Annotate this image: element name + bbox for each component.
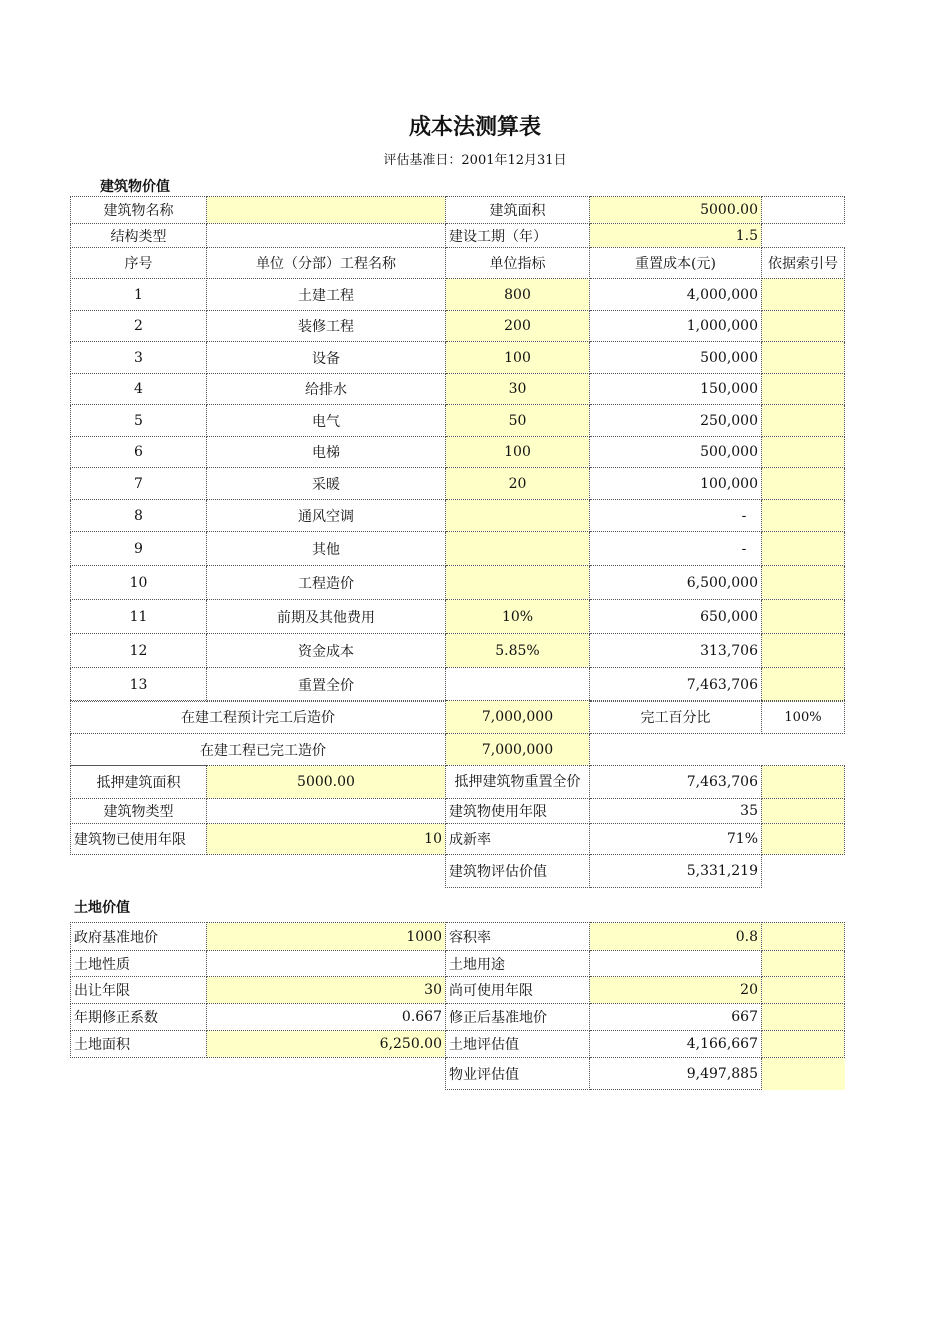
row-name: 采暖 <box>207 468 446 500</box>
table-row <box>71 468 845 500</box>
row-cost: 7,463,706 <box>590 668 762 702</box>
row-cost: 1,000,000 <box>590 311 762 342</box>
building-eval-value: 5,331,219 <box>590 855 762 888</box>
land-eval-label: 土地评估值 <box>446 1031 590 1058</box>
newness-label: 成新率 <box>446 824 590 855</box>
page-title: 成本法测算表 <box>408 115 541 140</box>
base-price-input[interactable]: 1000 <box>207 923 446 951</box>
ref-cell[interactable] <box>762 1058 845 1090</box>
newness-value: 71% <box>590 824 762 855</box>
building-info-table <box>70 196 845 279</box>
row-cost: 650,000 <box>590 600 762 634</box>
ref-cell[interactable] <box>762 923 845 951</box>
table-row <box>71 500 845 532</box>
row-ref[interactable] <box>762 532 845 566</box>
row-index[interactable] <box>446 532 590 566</box>
table-row <box>71 532 845 566</box>
row-cost: 500,000 <box>590 342 762 374</box>
building-name-input[interactable] <box>207 197 446 224</box>
row-no: 8 <box>71 500 207 532</box>
row-index[interactable]: 200 <box>446 311 590 342</box>
building-area-label: 建筑面积 <box>446 197 590 224</box>
construction-table <box>70 700 845 766</box>
remain-years-label: 尚可使用年限 <box>446 977 590 1004</box>
row-ref[interactable] <box>762 500 845 532</box>
structure-label: 结构类型 <box>71 224 207 248</box>
row-index[interactable]: 100 <box>446 437 590 468</box>
row-cost: - <box>590 500 762 532</box>
row-ref[interactable] <box>762 600 845 634</box>
mortgage-cost-label: 抵押建筑物重置全价 <box>446 766 590 799</box>
row-name: 前期及其他费用 <box>207 600 446 634</box>
completed-cost-label <box>71 734 446 766</box>
ref-cell[interactable] <box>762 799 845 824</box>
land-section-title: 土地价值 <box>74 900 130 916</box>
row-name: 重置全价 <box>207 668 446 702</box>
row-name: 其他 <box>207 532 446 566</box>
building-life-label: 建筑物使用年限 <box>446 799 590 824</box>
row-name: 电气 <box>207 405 446 437</box>
row-index <box>446 668 590 702</box>
completion-label: 完工百分比 <box>590 701 762 734</box>
building-type-input[interactable] <box>207 799 446 824</box>
row-cost: 6,500,000 <box>590 566 762 600</box>
land-use-label: 土地用途 <box>446 951 590 977</box>
table-row <box>71 374 845 405</box>
row-ref[interactable] <box>762 342 845 374</box>
row-index[interactable] <box>446 500 590 532</box>
row-no: 6 <box>71 437 207 468</box>
row-name: 通风空调 <box>207 500 446 532</box>
structure-input[interactable] <box>207 224 446 248</box>
empty-cell <box>207 855 446 888</box>
table-row <box>71 668 845 702</box>
ref-cell[interactable] <box>762 977 845 1004</box>
row-index[interactable]: 20 <box>446 468 590 500</box>
row-index[interactable]: 30 <box>446 374 590 405</box>
period-label: 建设工期（年） <box>446 224 590 248</box>
empty-cell <box>71 1058 207 1090</box>
header-name: 单位（分部）工程名称 <box>207 248 446 279</box>
row-name: 土建工程 <box>207 279 446 311</box>
row-ref[interactable] <box>762 405 845 437</box>
row-cost: 500,000 <box>590 437 762 468</box>
property-eval-value: 9,497,885 <box>590 1058 762 1090</box>
empty-cell <box>762 855 845 888</box>
row-no: 9 <box>71 532 207 566</box>
ref-cell[interactable] <box>762 1004 845 1031</box>
row-ref[interactable] <box>762 437 845 468</box>
row-index[interactable]: 50 <box>446 405 590 437</box>
building-name-label: 建筑物名称 <box>71 197 207 224</box>
completion-value: 100% <box>762 701 845 734</box>
land-table <box>70 922 845 1090</box>
table-row <box>71 437 845 468</box>
row-no: 4 <box>71 374 207 405</box>
row-index[interactable]: 800 <box>446 279 590 311</box>
row-ref[interactable] <box>762 374 845 405</box>
row-index[interactable] <box>446 566 590 600</box>
row-no: 2 <box>71 311 207 342</box>
empty-cell <box>207 1058 446 1090</box>
land-area-input[interactable]: 6,250.00 <box>207 1031 446 1058</box>
row-cost: - <box>590 532 762 566</box>
empty-cell <box>590 734 762 766</box>
table-row <box>71 405 845 437</box>
completed-cost-value: 7,000,000 <box>446 734 590 766</box>
grant-years-input[interactable]: 30 <box>207 977 446 1004</box>
far-label: 容积率 <box>446 923 590 951</box>
row-index[interactable]: 10% <box>446 600 590 634</box>
building-life-value: 35 <box>590 799 762 824</box>
ref-cell[interactable] <box>762 951 845 977</box>
table-row <box>71 566 845 600</box>
far-input[interactable]: 0.8 <box>590 923 762 951</box>
row-ref[interactable] <box>762 668 845 702</box>
land-area-label: 土地面积 <box>71 1031 207 1058</box>
table-row <box>71 311 845 342</box>
used-years-label: 建筑物已使用年限 <box>71 824 207 855</box>
land-nature-label: 土地性质 <box>71 951 207 977</box>
header-ref: 依据索引号 <box>762 248 845 279</box>
mortgage-area-label: 抵押建筑面积 <box>71 766 207 799</box>
land-eval-value: 4,166,667 <box>590 1031 762 1058</box>
empty-cell <box>762 224 845 248</box>
building-type-label: 建筑物类型 <box>71 799 207 824</box>
mortgage-area-input[interactable]: 5000.00 <box>207 766 446 799</box>
mortgage-table <box>70 765 845 888</box>
factor-value: 0.667 <box>207 1004 446 1031</box>
adjusted-price-value: 667 <box>590 1004 762 1031</box>
row-cost: 250,000 <box>590 405 762 437</box>
row-ref[interactable] <box>762 566 845 600</box>
row-no: 10 <box>71 566 207 600</box>
row-ref[interactable] <box>762 311 845 342</box>
header-no: 序号 <box>71 248 207 279</box>
cost-table <box>70 278 845 702</box>
row-index[interactable]: 100 <box>446 342 590 374</box>
valuation-date: 评估基准日：2001年12月31日 <box>383 153 567 168</box>
land-nature-input[interactable] <box>207 951 446 977</box>
used-years-input[interactable]: 10 <box>207 824 446 855</box>
ref-cell[interactable] <box>762 824 845 855</box>
row-cost: 313,706 <box>590 634 762 668</box>
ref-cell[interactable] <box>762 766 845 799</box>
table-row <box>71 600 845 634</box>
row-cost: 150,000 <box>590 374 762 405</box>
building-eval-label: 建筑物评估价值 <box>446 855 590 888</box>
row-name: 工程造价 <box>207 566 446 600</box>
header-cost: 重置成本(元) <box>590 248 762 279</box>
property-eval-label: 物业评估值 <box>446 1058 590 1090</box>
row-name: 资金成本 <box>207 634 446 668</box>
table-row <box>71 342 845 374</box>
row-name: 设备 <box>207 342 446 374</box>
empty-cell <box>762 197 845 224</box>
row-ref[interactable] <box>762 279 845 311</box>
period-input[interactable]: 1.5 <box>590 224 762 248</box>
header-index: 单位指标 <box>446 248 590 279</box>
building-section-title: 建筑物价值 <box>100 179 170 195</box>
row-index[interactable]: 5.85% <box>446 634 590 668</box>
row-ref[interactable] <box>762 634 845 668</box>
ref-cell[interactable] <box>762 1031 845 1058</box>
row-cost: 100,000 <box>590 468 762 500</box>
row-name: 装修工程 <box>207 311 446 342</box>
land-use-input[interactable] <box>590 951 762 977</box>
table-row <box>71 279 845 311</box>
row-ref[interactable] <box>762 468 845 500</box>
completed-cost-text: 在建工程已完工造价 <box>200 742 326 759</box>
table-row <box>71 634 845 668</box>
row-no: 11 <box>71 600 207 634</box>
row-name: 给排水 <box>207 374 446 405</box>
empty-cell <box>762 734 845 766</box>
building-area-input[interactable]: 5000.00 <box>590 197 762 224</box>
row-no: 5 <box>71 405 207 437</box>
row-no: 12 <box>71 634 207 668</box>
row-no: 7 <box>71 468 207 500</box>
expected-cost-input[interactable]: 7,000,000 <box>446 701 590 734</box>
base-price-label: 政府基准地价 <box>71 923 207 951</box>
row-no: 13 <box>71 668 207 702</box>
factor-label: 年期修正系数 <box>71 1004 207 1031</box>
row-no: 3 <box>71 342 207 374</box>
row-cost: 4,000,000 <box>590 279 762 311</box>
mortgage-cost-value: 7,463,706 <box>590 766 762 799</box>
empty-cell <box>71 855 207 888</box>
adjusted-price-label: 修正后基准地价 <box>446 1004 590 1031</box>
row-name: 电梯 <box>207 437 446 468</box>
expected-cost-label: 在建工程预计完工后造价 <box>71 701 446 734</box>
grant-years-label: 出让年限 <box>71 977 207 1004</box>
remain-years-input[interactable]: 20 <box>590 977 762 1004</box>
row-no: 1 <box>71 279 207 311</box>
